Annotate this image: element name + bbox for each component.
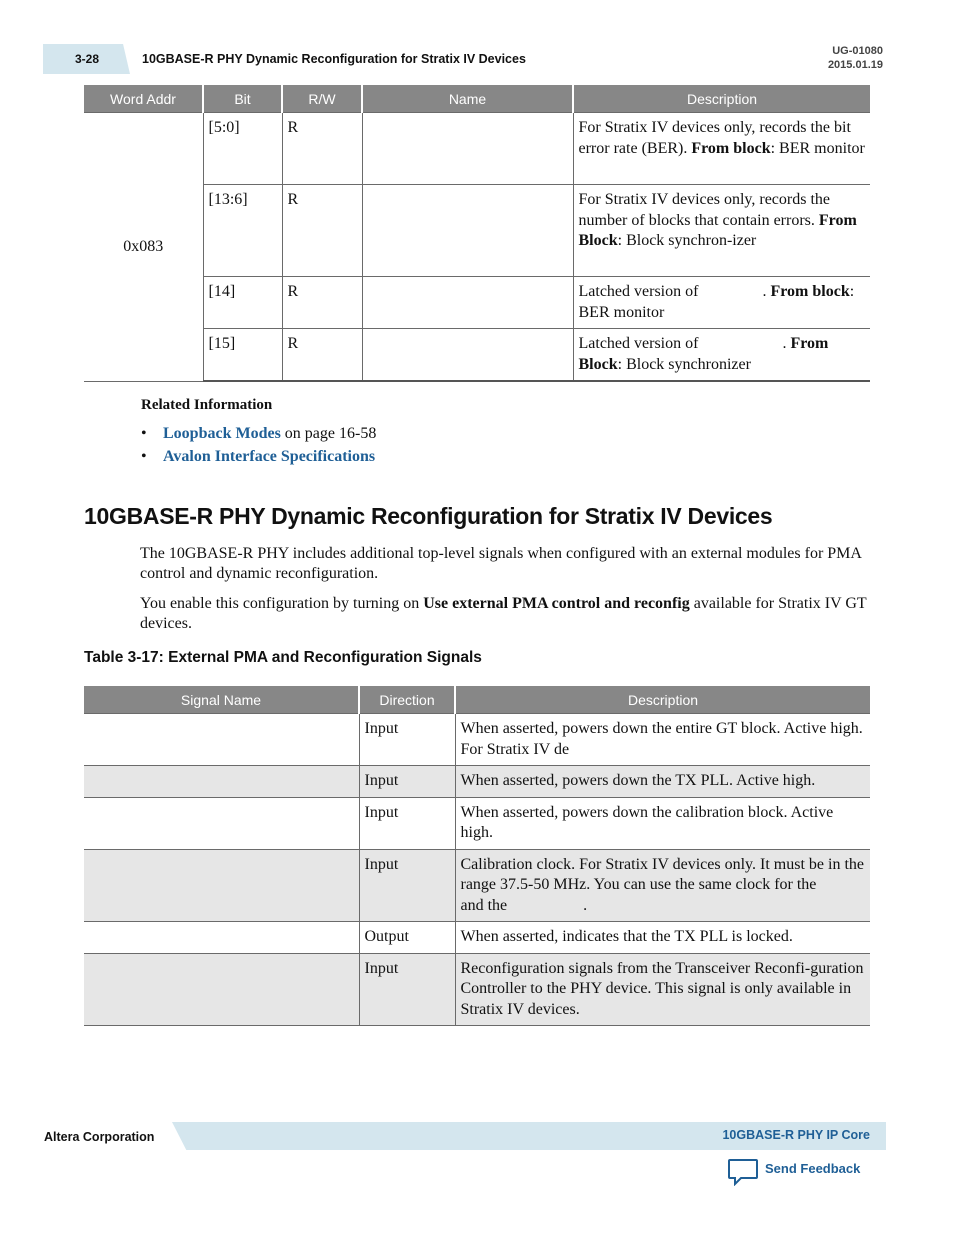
related-info-title: Related Information	[141, 397, 273, 413]
bit-cell: [15]	[203, 329, 282, 382]
description-cell: When asserted, powers down the calibration block. Active high.	[455, 797, 870, 849]
signal-cell	[84, 797, 359, 849]
send-feedback-link[interactable]: Send Feedback	[765, 1161, 861, 1176]
col-word-addr: Word Addr	[84, 85, 203, 113]
bit-cell: [14]	[203, 277, 282, 329]
col-description: Description	[573, 85, 870, 113]
rw-cell: R	[282, 277, 362, 329]
signal-cell	[84, 714, 359, 766]
list-item	[141, 447, 376, 470]
feedback-icon[interactable]	[727, 1158, 759, 1186]
bit-cell: [13:6]	[203, 185, 282, 277]
bit-cell: [5:0]	[203, 113, 282, 185]
section-title: 10GBASE-R PHY Dynamic Reconfiguration for Stratix IV Devices	[84, 503, 773, 529]
table-caption: Table 3-17: External PMA and Reconfiguration Signals	[84, 649, 482, 666]
table-row	[84, 849, 870, 922]
rw-cell: R	[282, 185, 362, 277]
signal-cell	[84, 849, 359, 922]
description-cell: Latched version of . From block: BER monitor	[573, 277, 870, 329]
intro-paragraph: The 10GBASE-R PHY includes additional top-level signals when configured with an external modules for PMA control and dynamic reconfiguration.	[140, 545, 862, 582]
name-cell	[362, 277, 573, 329]
direction-cell: Input	[359, 766, 455, 798]
col-bit: Bit	[203, 85, 282, 113]
table-row	[84, 922, 870, 954]
related-links-list	[141, 424, 376, 470]
table-row	[84, 714, 870, 766]
direction-cell: Input	[359, 849, 455, 922]
direction-cell: Input	[359, 797, 455, 849]
name-cell	[362, 185, 573, 277]
table-row	[84, 797, 870, 849]
direction-cell: Input	[359, 953, 455, 1026]
rw-cell: R	[282, 329, 362, 382]
description-cell: When asserted, powers down the entire GT block. Active high. For Stratix IV de	[455, 714, 870, 766]
col-description: Description	[455, 686, 870, 714]
col-direction: Direction	[359, 686, 455, 714]
description-cell: Reconfiguration signals from the Transceiver Reconfi-guration Controller to the PHY device. This signal is only available in Stratix IV devices.	[455, 953, 870, 1026]
doc-id: UG-01080	[832, 45, 883, 57]
rw-cell: R	[282, 113, 362, 185]
table-row	[84, 766, 870, 798]
direction-cell: Input	[359, 714, 455, 766]
description-cell: When asserted, indicates that the TX PLL is locked.	[455, 922, 870, 954]
doc-info	[828, 44, 883, 72]
table-header-row	[84, 686, 870, 714]
enable-paragraph: You enable this configuration by turning on Use external PMA control and reconfig available for Stratix IV GT devices.	[140, 595, 867, 632]
name-cell	[362, 329, 573, 382]
signal-cell	[84, 766, 359, 798]
signals-table	[84, 686, 921, 1026]
page-number: 3-28	[75, 52, 100, 66]
signal-cell	[84, 953, 359, 1026]
word-addr-cell: 0x083	[84, 113, 203, 382]
header-title: 10GBASE-R PHY Dynamic Reconfiguration for Stratix IV Devices	[142, 52, 526, 66]
product-name: 10GBASE-R PHY IP Core	[722, 1128, 870, 1142]
description-cell: When asserted, powers down the TX PLL. Active high.	[455, 766, 870, 798]
table-row	[84, 953, 870, 1026]
description-cell: Calibration clock. For Stratix IV devices only. It must be in the range 37.5-50 MHz. You can use the same clock for the and the .	[455, 849, 870, 922]
company-name: Altera Corporation	[44, 1130, 155, 1144]
direction-cell: Output	[359, 922, 455, 954]
register-table	[84, 85, 870, 382]
col-signal-name: Signal Name	[84, 686, 359, 714]
col-name: Name	[362, 85, 573, 113]
loopback-modes-link[interactable]: Loopback Modes	[163, 425, 281, 442]
table-row	[84, 113, 870, 185]
signal-cell	[84, 922, 359, 954]
description-cell: For Stratix IV devices only, records the number of blocks that contain errors. From Block: Block synchron-izer	[573, 185, 870, 277]
name-cell	[362, 113, 573, 185]
avalon-spec-link[interactable]: Avalon Interface Specifications	[163, 448, 376, 465]
col-rw: R/W	[282, 85, 362, 113]
description-cell: For Stratix IV devices only, records the bit error rate (BER). From block: BER monitor	[573, 113, 870, 185]
list-item: • Loopback Modes on page 16-58	[141, 424, 376, 447]
description-cell: Latched version of . From Block: Block synchronizer	[573, 329, 870, 382]
doc-date: 2015.01.19	[827, 59, 883, 71]
table-header-row	[84, 85, 870, 113]
